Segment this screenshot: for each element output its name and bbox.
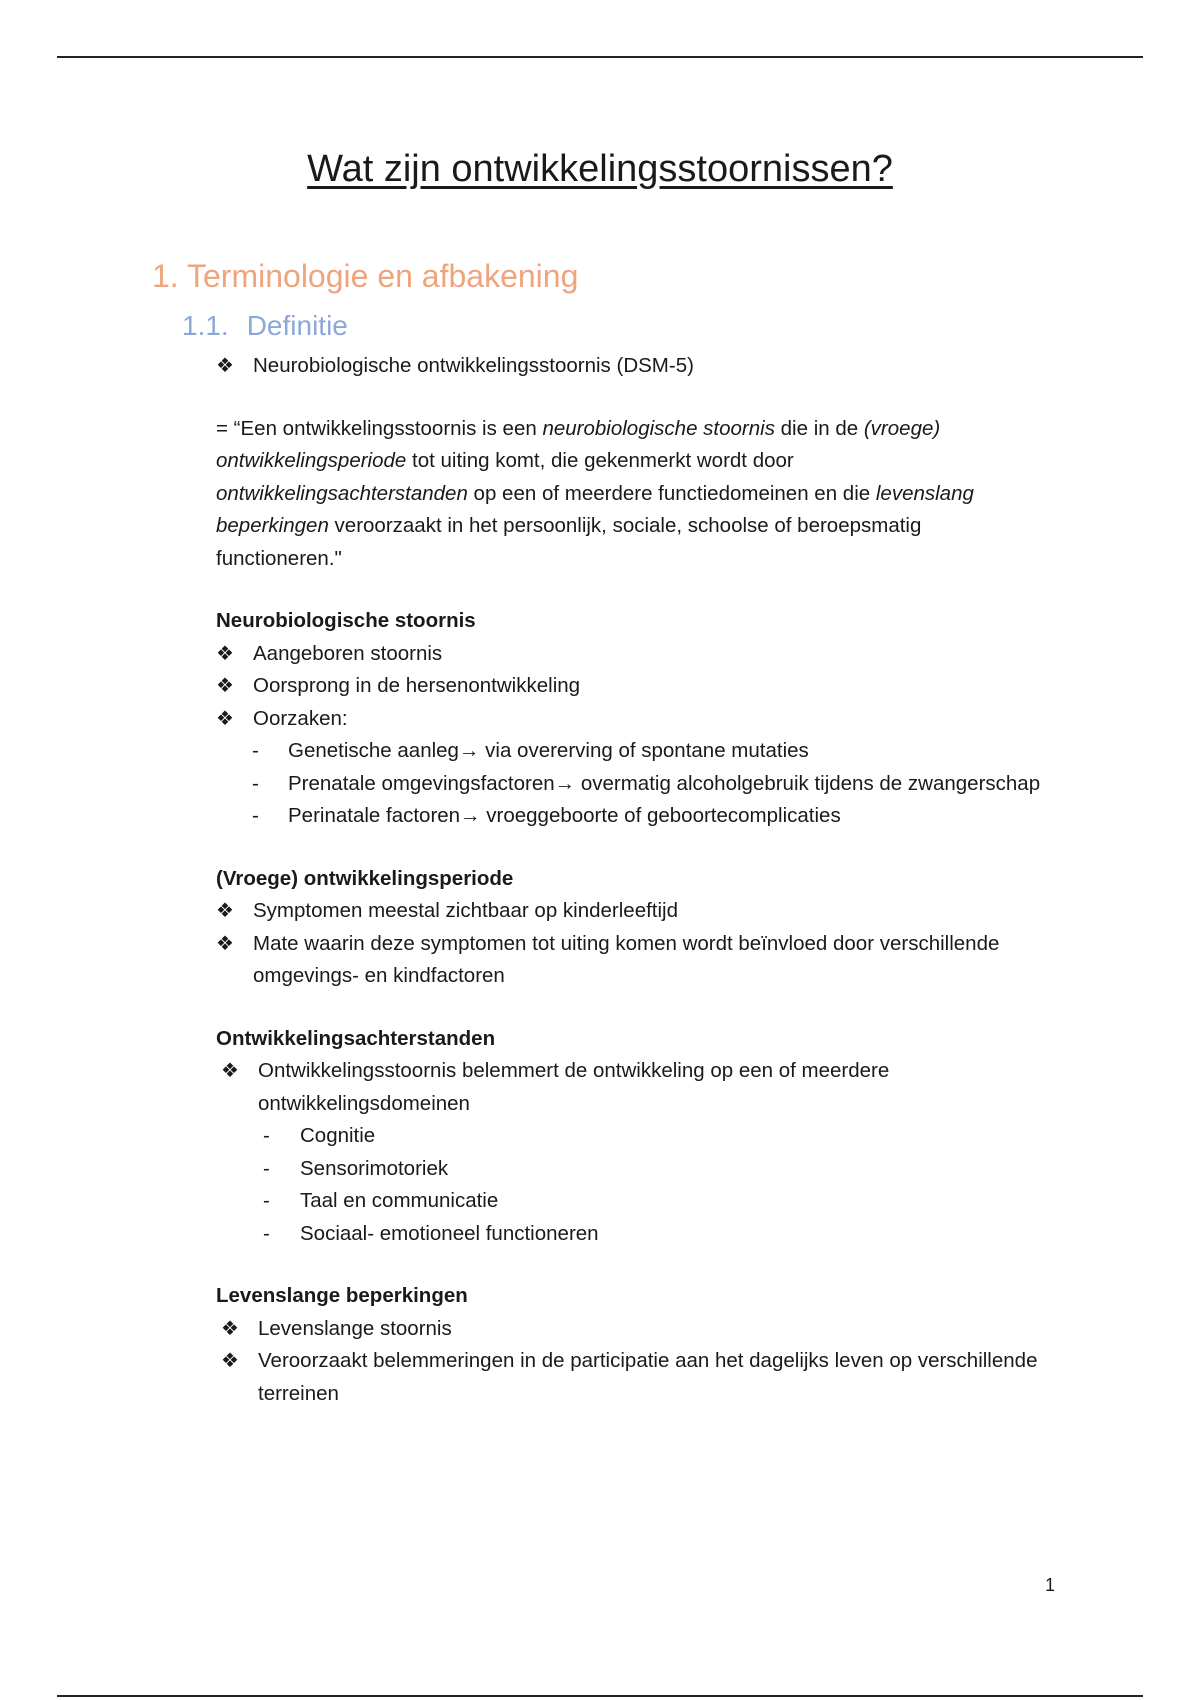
sub-list-item: - Genetische aanleg→ via overerving of spontane mutaties <box>216 735 1076 768</box>
list-item: ❖ Veroorzaakt belemmeringen in de participatie aan het dagelijks leven op verschillende terreinen <box>221 1345 1076 1410</box>
sub-list-item: - Prenatale omgevingsfactoren→ overmatig alcoholgebruik tijdens de zwangerschap <box>216 768 1076 801</box>
bullet-icon: ❖ <box>216 932 234 955</box>
list-item <box>216 350 1076 383</box>
list-item-text: Neurobiologische ontwikkelingsstoornis (DSM-5) <box>253 354 694 377</box>
bullet-icon: ❖ <box>221 1317 239 1340</box>
bullet-icon: ❖ <box>221 1060 239 1082</box>
list-item: ❖ Oorsprong in de hersenontwikkeling <box>216 670 1076 703</box>
dash-icon: - <box>263 1189 270 1212</box>
sub-list-item: - Sociaal- emotioneel functioneren <box>216 1218 1076 1251</box>
bullet-icon: ❖ <box>216 707 234 730</box>
list-item: ❖ Aangeboren stoornis <box>216 638 1076 671</box>
footer-rule <box>57 1695 1143 1697</box>
bullet-icon: ❖ <box>221 1350 239 1372</box>
dash-icon: - <box>252 771 259 795</box>
dash-icon: - <box>263 1124 270 1147</box>
bullet-icon: ❖ <box>216 900 234 922</box>
section-heading: (Vroege) ontwikkelingsperiode <box>216 866 514 890</box>
heading-2-number: 1.1. <box>182 310 229 341</box>
list-item: ❖ Ontwikkelingsstoornis belemmert de ontwikkeling op een of meerdere ontwikkelingsdomeinen <box>221 1055 1076 1120</box>
sub-list-item: - Sensorimotoriek <box>216 1153 1076 1186</box>
dash-icon: - <box>252 804 259 827</box>
section-heading: Levenslange beperkingen <box>216 1284 468 1307</box>
dash-icon: - <box>252 739 259 762</box>
list-item: ❖ Symptomen meestal zichtbaar op kinderleeftijd <box>216 895 1076 928</box>
list-item: ❖ Mate waarin deze symptomen tot uiting komen wordt beïnvloed door verschillende omgevings- en kindfactoren <box>216 928 1076 993</box>
heading-1: 1. Terminologie en afbakening <box>152 258 579 294</box>
document-title: Wat zijn ontwikkelingsstoornissen? <box>307 148 893 190</box>
sub-list-item: - Taal en communicatie <box>216 1185 1076 1218</box>
bullet-icon: ❖ <box>216 642 234 665</box>
sub-list-item: - Perinatale factoren→ vroeggeboorte of geboortecomplicaties <box>216 800 1076 833</box>
definition-paragraph: = “Een ontwikkelingsstoornis is een neurobiologische stoornis die in de (vroege) ontwikkelingsperiode tot uiting komt, die gekenmerkt wordt door ontwikkelingsachterstanden op een of meerdere functiedomeinen en die levenslang beperkingen veroorzaakt in het persoonlijk, sociale, schoolse of beroepsmatig functioneren." <box>216 416 974 570</box>
header-rule <box>57 56 1143 58</box>
list-item: ❖ Oorzaken: <box>216 703 1076 736</box>
body-content <box>216 350 1076 1410</box>
bullet-icon: ❖ <box>216 675 234 697</box>
section-heading: Neurobiologische stoornis <box>216 609 476 632</box>
sub-list-item: - Cognitie <box>216 1120 1076 1153</box>
list-item: ❖ Levenslange stoornis <box>221 1313 1076 1346</box>
section-heading: Ontwikkelingsachterstanden <box>216 1026 496 1050</box>
dash-icon: - <box>263 1156 270 1180</box>
heading-2 <box>182 310 348 342</box>
heading-2-text: Definitie <box>246 310 348 341</box>
page-number: 1 <box>1045 1575 1056 1595</box>
bullet-icon: ❖ <box>216 355 234 377</box>
dash-icon: - <box>263 1221 270 1245</box>
